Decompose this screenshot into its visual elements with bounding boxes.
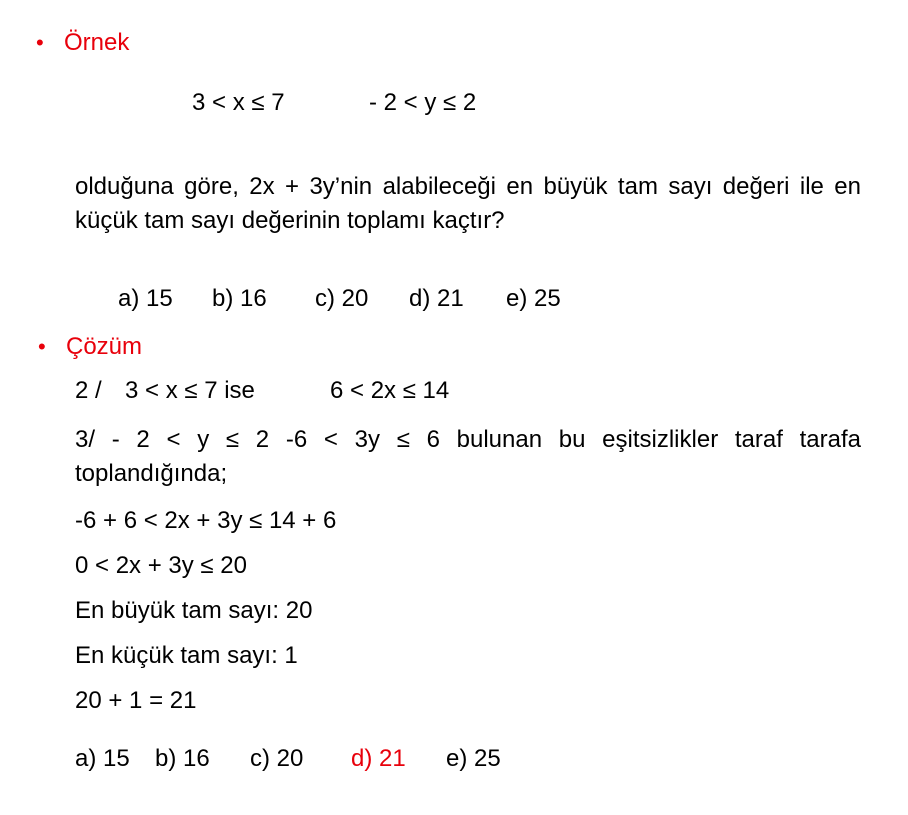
step1-result: 6 < 2x ≤ 14 <box>330 377 450 404</box>
condition-y: - 2 < y ≤ 2 <box>369 89 477 116</box>
question-text: olduğuna göre, 2x + 3y’nin alabileceği en büyük tam sayı değeri ile en küçük tam sayı değerinin toplamı kaçtır? <box>75 173 861 234</box>
example-choice-c: c) 20 <box>315 285 369 312</box>
condition-x: 3 < x ≤ 7 <box>192 89 285 116</box>
example-bullet: • <box>36 30 44 55</box>
step2-text: 3/ - 2 < y ≤ 2 -6 < 3y ≤ 6 bulunan bu eşitsizlikler taraf tarafa toplandığında; <box>75 426 861 487</box>
step3-line: -6 + 6 < 2x + 3y ≤ 14 + 6 <box>75 507 337 534</box>
example-choice-d: d) 21 <box>409 285 464 312</box>
solution-bullet: • <box>38 334 46 359</box>
solution-choice-c: c) 20 <box>250 745 304 772</box>
example-choice-b: b) 16 <box>212 285 267 312</box>
solution-choice-a: a) 15 <box>75 745 130 772</box>
example-heading: Örnek <box>64 29 130 56</box>
step1-prefix: 2 / <box>75 377 102 404</box>
sum-line: 20 + 1 = 21 <box>75 687 197 714</box>
max-value-line: En büyük tam sayı: 20 <box>75 597 313 624</box>
solution-choice-b: b) 16 <box>155 745 210 772</box>
solution-heading: Çözüm <box>66 333 143 360</box>
example-choice-a: a) 15 <box>118 285 173 312</box>
solution-choice-e: e) 25 <box>446 745 501 772</box>
min-value-line: En küçük tam sayı: 1 <box>75 642 298 669</box>
solution-choice-d-answer: d) 21 <box>351 745 406 772</box>
step1-condition: 3 < x ≤ 7 ise <box>125 377 255 404</box>
step4-line: 0 < 2x + 3y ≤ 20 <box>75 552 247 579</box>
example-choice-e: e) 25 <box>506 285 561 312</box>
